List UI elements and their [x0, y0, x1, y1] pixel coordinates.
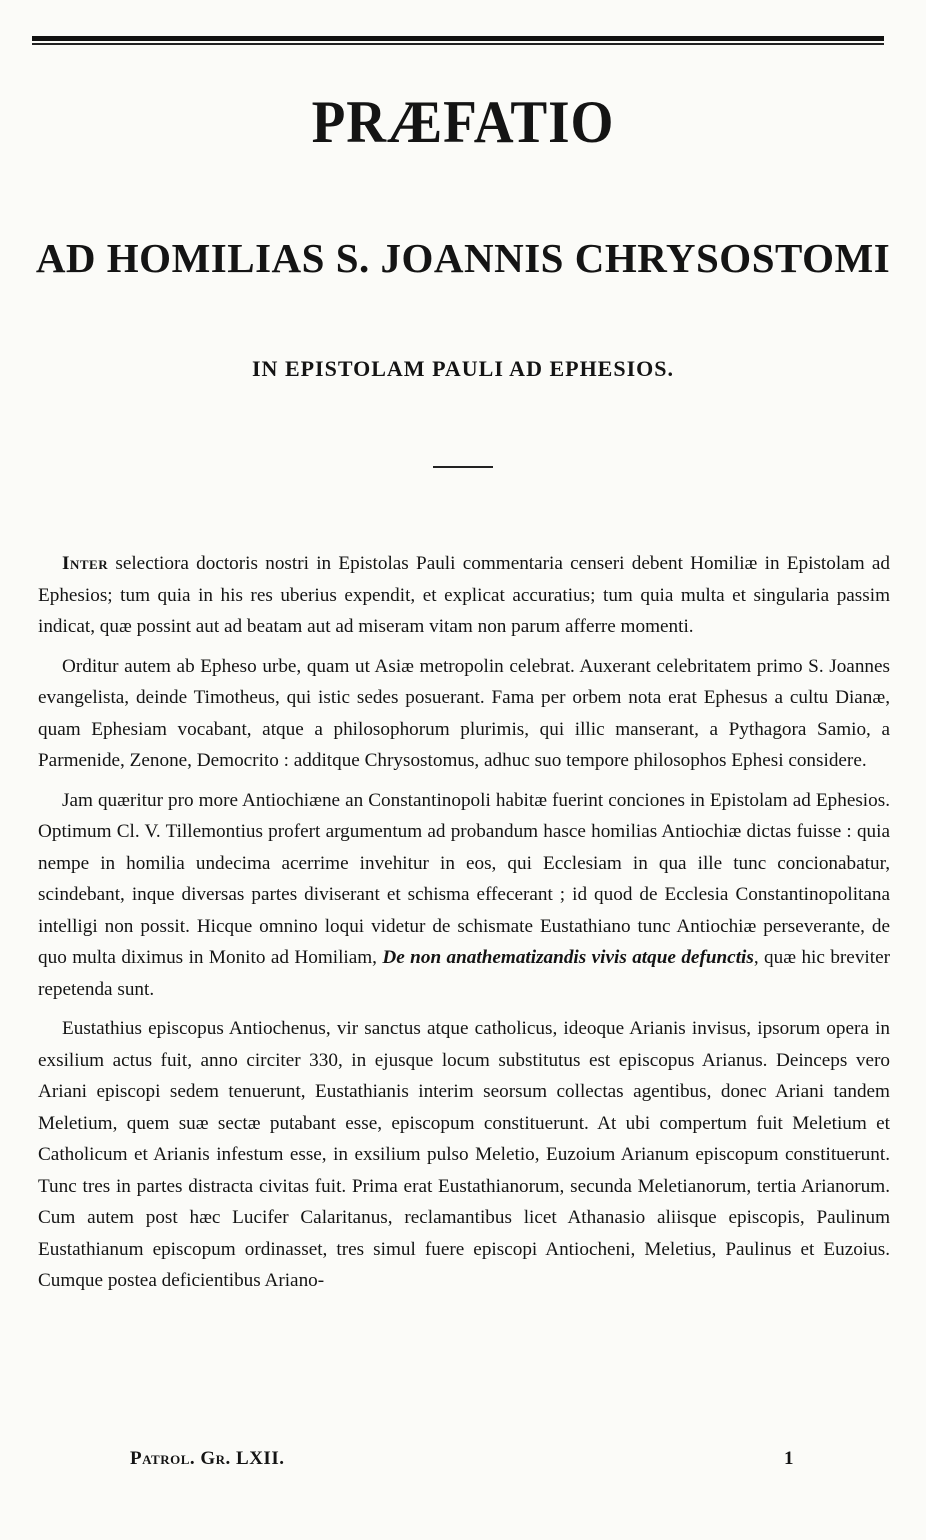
paragraph-1-lead: Inter	[62, 553, 109, 574]
paragraph-4: Eustathius episcopus Antiochenus, vir sanctus atque catholicus, ideoque Arianis invisus, ipsorum opera in exsilium actus fuit, anno circiter 330, in ejusque locum substitutus est episcopus Arianus. Deinceps vero Ariani episcopi sedem tenuerunt, Eustathianis interim seorsum collectas agentibus, donec Ariani tandem Meletium, quem suæ sectæ putabant esse, episcopum constituerunt. At ubi compertum fuit Meletium et Catholicum et Arianis infestum esse, in exsilium pulso Meletio, Euzoium Arianum episcopum constituerunt. Tunc tres in partes distracta civitas fuit. Prima erat Eustathianorum, secunda Meletianorum, tertia Arianorum. Cum autem post hæc Lucifer Calaritanus, reclamantibus licet Athanasio aliisque episcopis, Paulinum Eustathianum episcopum ordinasset, tres simul fuere episcopi Antiocheni, Meletius, Paulinus et Euzoius. Cumque postea deficientibus Ariano-	[38, 1018, 890, 1291]
paragraph-2: Orditur autem ab Epheso urbe, quam ut Asiæ metropolin celebrat. Auxerant celebritatem primo S. Joannes evangelista, deinde Timotheus, qui istic sedes posuerant. Fama per orbem nota erat Ephesus a cultu Dianæ, quam Ephesiam vocabant, atque a philosophorum plurimis, qui illic manserant, a Pythagora Samio, a Parmenide, Zenone, Democrito : additque Chrysostomus, adhuc suo tempore philosophos Ephesi considere.	[38, 655, 890, 771]
paragraph-3-italic-title: De non anathematizandis vivis atque defunctis	[382, 947, 754, 968]
page-title: PRÆFATIO	[311, 89, 615, 155]
paragraph-1	[38, 548, 890, 643]
paragraph-3-text-a: Jam quæritur pro more Antiochiæne an Constantinopoli habitæ fuerint conciones in Epistolam ad Ephesios. Optimum Cl. V. Tillemontius profert argumentum ad probandum hasce homilias Antiochiæ dictas fuisse : quia nempe in homilia undecima acerrime invehitur in eos, qui Ecclesiam in qua ille tunc concionabatur, scindebant, inque diversas partes diviserant et schisma effecerant ; id quod de Ecclesia Constantinopolitana intelligi non possit. Hicque omnino loqui videtur de schismate Eustathiano tunc Antiochiæ perseverante, de quo multa diximus in Monito ad Homiliam,	[38, 789, 890, 968]
paragraph-1-text: selectiora doctoris nostri in Epistolas Pauli commentaria censeri debent Homiliæ in Epistolam ad Ephesios; tum quia in his res uberius expendit, et explicat accuratius; tum quia multa et singularia passim indicat, quæ possint aut ad beatam aut ad miseram vitam non parum afferre momenti.	[38, 553, 890, 637]
top-rule-thin	[32, 43, 884, 45]
body-text	[38, 548, 890, 1305]
section-divider	[433, 466, 493, 468]
paragraph-3	[38, 785, 890, 1006]
page-subtitle: AD HOMILIAS S. JOANNIS CHRYSOSTOMI	[35, 235, 891, 281]
top-double-rule	[32, 36, 884, 46]
paragraph-3-text-b: , quæ hic breviter repetenda sunt.	[38, 947, 890, 1000]
footer-page-number: 1	[784, 1448, 794, 1469]
top-rule-thick	[32, 36, 884, 41]
footer-citation: Patrol. Gr. LXII.	[130, 1448, 285, 1469]
page-subsubtitle: IN EPISTOLAM PAULI AD EPHESIOS.	[252, 356, 674, 381]
